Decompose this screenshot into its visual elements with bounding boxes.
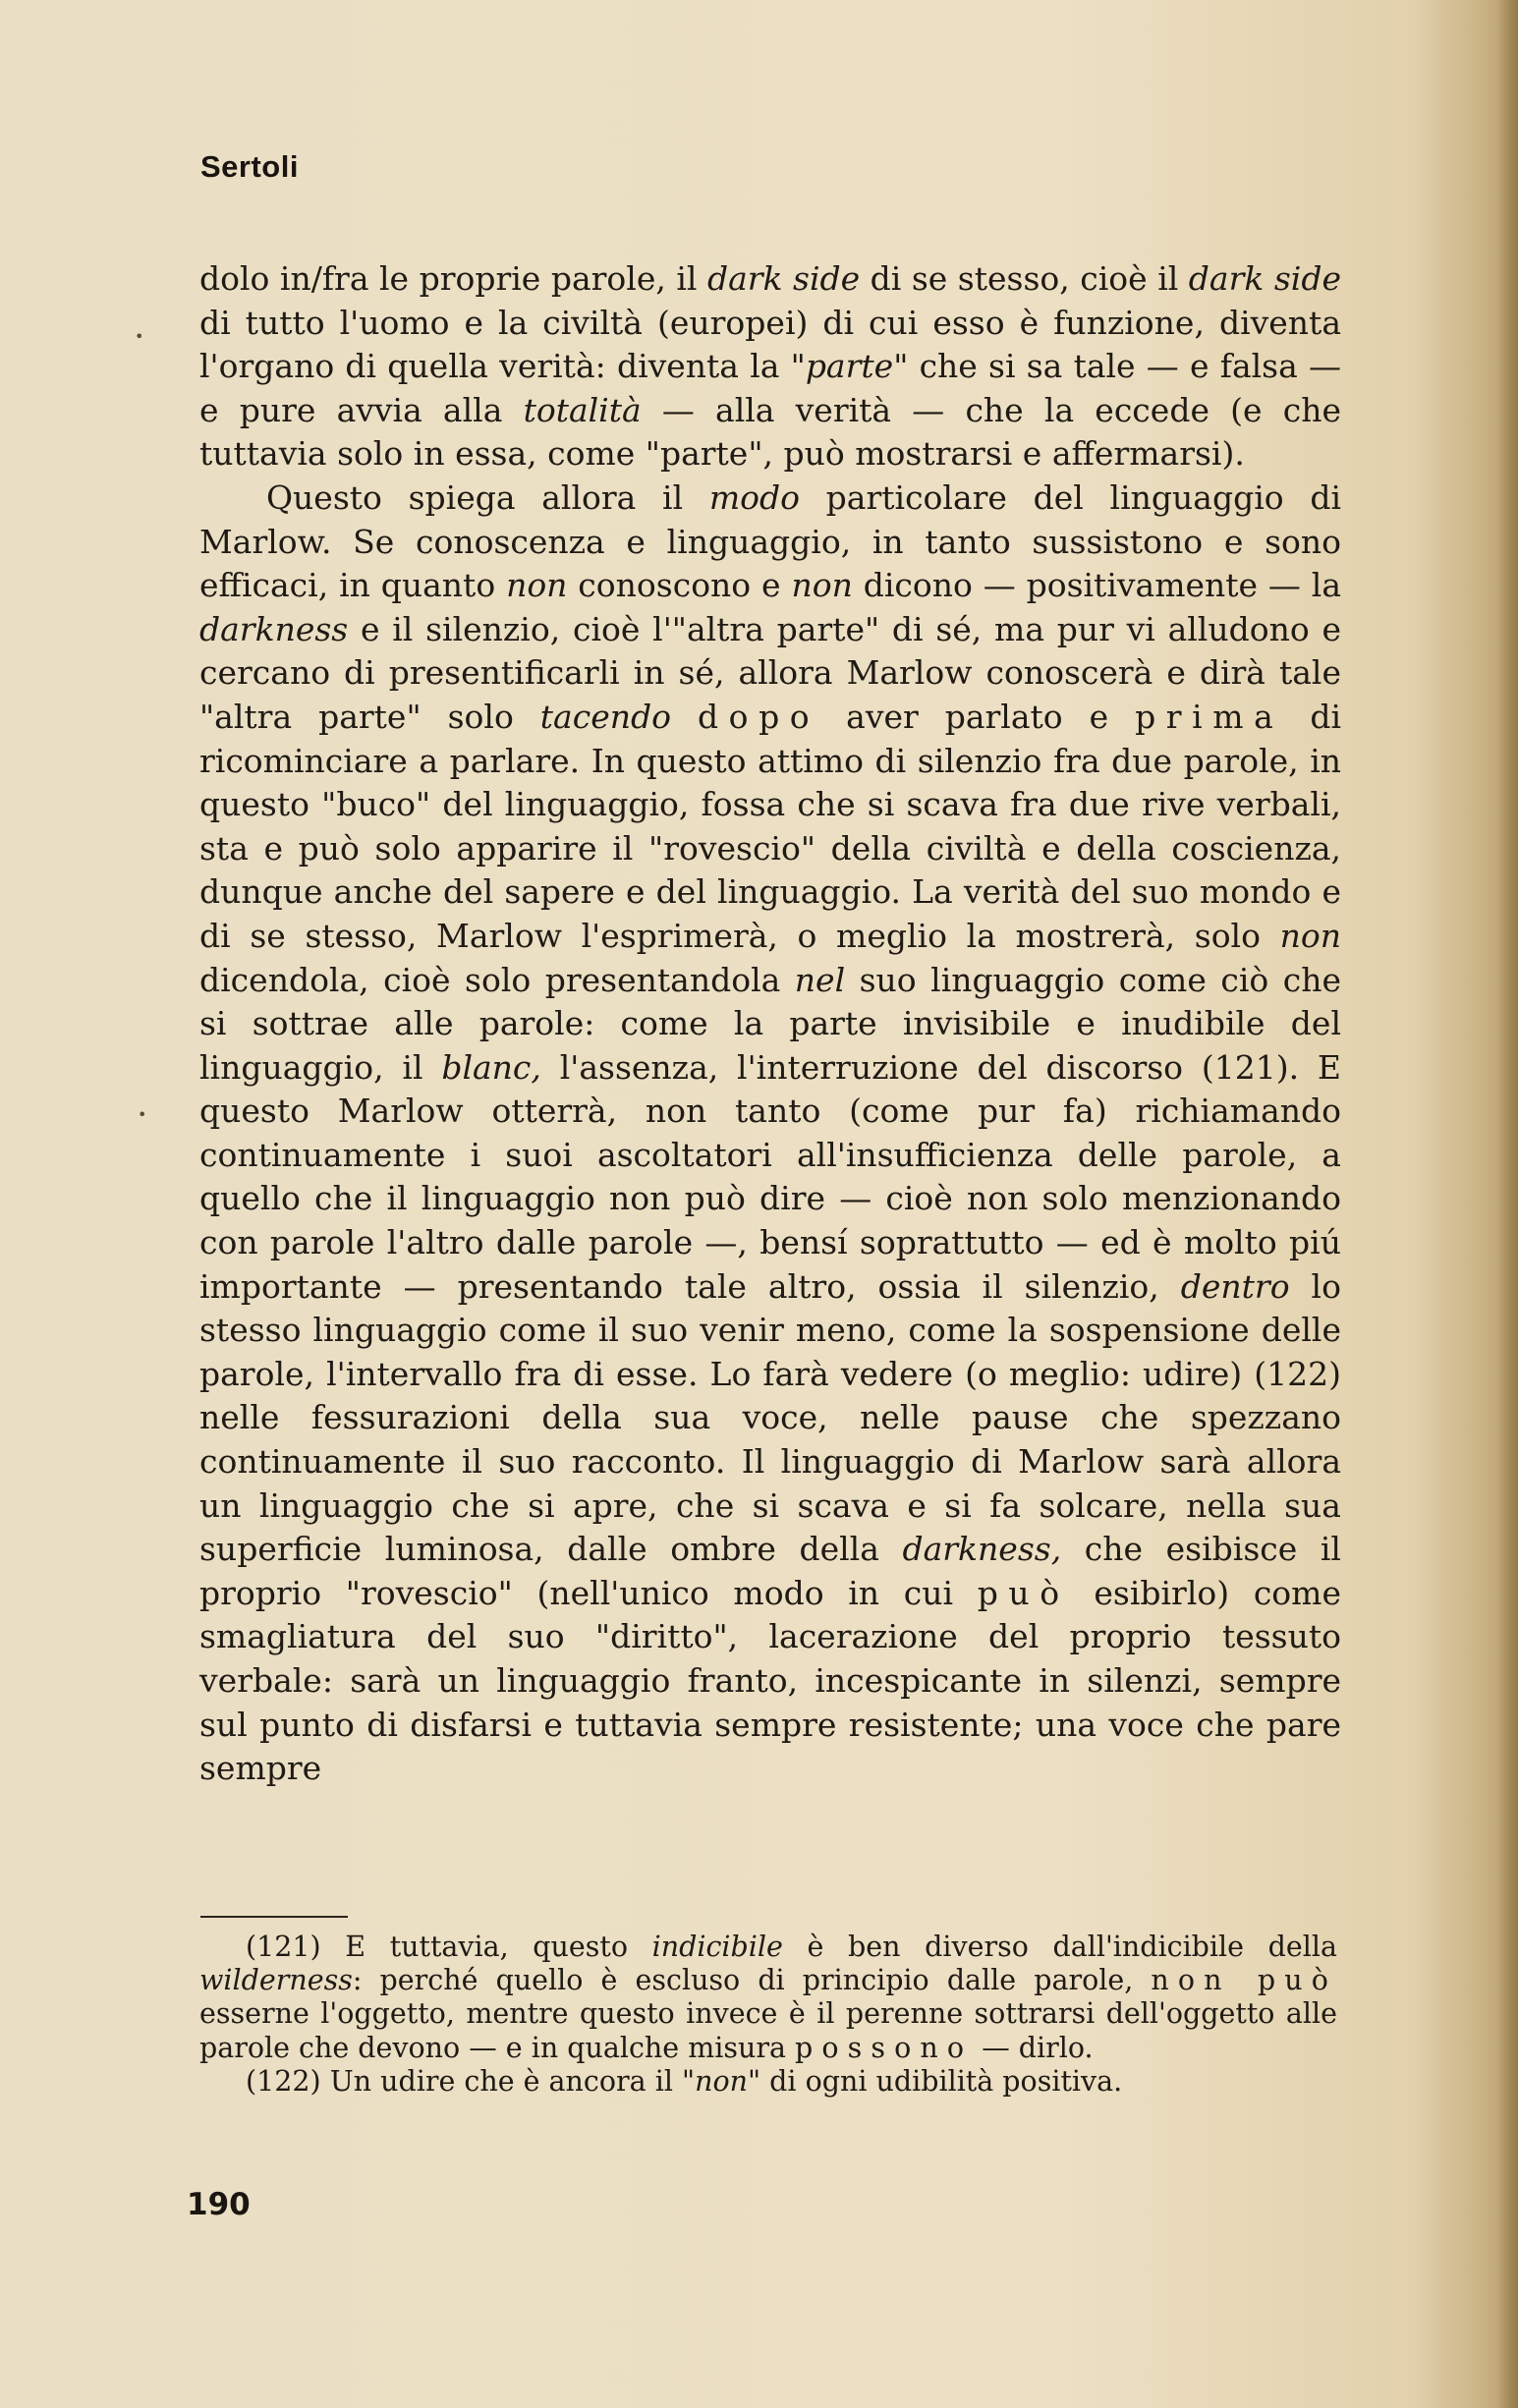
italic-text: tacendo	[539, 697, 671, 736]
text-run: " di ogni udibilità positiva.	[747, 2064, 1123, 2098]
footnotes	[199, 1931, 1337, 2099]
text-run: esibirlo) come smagliatura del suo "diritto", lacerazione del proprio tessuto verbale: sarà un linguaggio franto, incespicante in silenzi, sempre sul punto di disfarsi e tuttavia sempre resistente; una voce che pare sempre	[199, 1573, 1341, 1788]
spaced-emphasis-text: prima	[1135, 697, 1284, 736]
text-run	[671, 698, 698, 736]
text-run: di se stesso, cioè il	[860, 259, 1189, 298]
page-spine-shadow	[1496, 0, 1518, 2408]
running-head: Sertoli	[200, 149, 299, 184]
margin-speck: •	[138, 1105, 147, 1124]
text-run: di tutto l'uomo e la civiltà (europei) di cui esso è funzione, diventa l'organo di quella verità: diventa la "	[199, 303, 1341, 386]
text-run: suo linguaggio come ciò che si sottrae alle parole: come la parte invisibile e inudibile del linguaggio, il	[199, 960, 1341, 1087]
italic-text: dark side	[706, 259, 861, 298]
spaced-emphasis-text: dopo	[697, 697, 820, 736]
text-run: : perché quello è escluso di principio dalle parole,	[352, 1964, 1152, 1997]
italic-text: darkness,	[902, 1530, 1062, 1569]
spaced-emphasis-text: può	[977, 1573, 1070, 1612]
paragraphs-paragraph	[199, 476, 1341, 1791]
text-run: l'assenza, l'interruzione del discorso (121). E questo Marlow otterrà, non tanto (come pur fa) richiamando continuamente i suoi ascoltatori all'insufficienza delle parole, a quello che il linguaggio non può dire — cioè non solo menzionando con parole l'altro dalle parole —, bensí soprattutto — ed è molto piú importante — presentando tale altro, ossia il silenzio,	[199, 1047, 1341, 1306]
text-run: — alla verità — che la eccede (e che tuttavia solo in essa, come "parte", può mostrarsi e affermarsi).	[199, 390, 1341, 474]
text-run: lo stesso linguaggio come il suo venir meno, come la sospensione delle parole, l'intervallo fra di esse. Lo farà vedere (o meglio: udire) (122) nelle fessurazioni della sua voce, nelle pause che spezzano continuamente il suo racconto. Il linguaggio di Marlow sarà allora un linguaggio che si apre, che si scava e si fa solcare, nella sua superficie luminosa, dalle ombre della	[199, 1266, 1341, 1569]
italic-text: totalità	[523, 390, 642, 429]
text-run: e il silenzio, cioè l'"altra parte" di sé, ma pur vi alludono e cercano di presentificarli in sé, allora Marlow conoscerà e dirà tale "altra parte" solo	[199, 609, 1341, 736]
italic-text: indicibile	[651, 1931, 783, 1963]
text-run: esserne l'oggetto, mentre questo invece è il perenne sottrarsi dell'oggetto alle parole che devono — e in qualche misura	[199, 1997, 1337, 2064]
italic-text: non	[506, 566, 568, 605]
italic-text: non	[1279, 916, 1341, 955]
text-run: (122) Un udire che è ancora il "	[246, 2064, 696, 2098]
text-run: dolo in/fra le proprie parole, il	[199, 259, 707, 298]
text-run: (121) E tuttavia, questo	[246, 1931, 652, 1963]
footnotes-paragraph	[199, 2065, 1337, 2099]
text-run: dicendola, cioè solo presentandola	[199, 960, 795, 999]
italic-text: dark side	[1188, 259, 1342, 298]
footnote-rule	[200, 1916, 348, 1918]
italic-text: dentro	[1180, 1266, 1290, 1306]
text-run: che esibisce il proprio "rovescio" (nell'unico modo in cui	[199, 1530, 1341, 1612]
italic-text: nel	[794, 960, 846, 999]
italic-text: modo	[708, 477, 800, 517]
text-run: particolare del linguaggio di Marlow. Se conoscenza e linguaggio, in tanto sussistono e sono efficaci, in quanto	[199, 477, 1341, 605]
text-run: conoscono e	[567, 566, 792, 605]
spaced-emphasis-text: non può	[1151, 1964, 1337, 1997]
text-run: di ricominciare a parlare. In questo attimo di silenzio fra due parole, in questo "buco" del linguaggio, fossa che si scava fra due rive verbali, sta e può solo apparire il "rovescio" della civiltà e della coscienza, dunque anche del sapere e del linguaggio. La verità del suo mondo e di se stesso, Marlow l'esprimerà, o meglio la mostrerà, solo	[199, 697, 1342, 955]
text-run: dicono — positivamente — la	[852, 566, 1342, 605]
footnotes-paragraph	[199, 1931, 1337, 2065]
spaced-emphasis-text: possono	[795, 2031, 974, 2064]
paragraphs-paragraph	[199, 257, 1341, 476]
text-run: " che si sa tale — e falsa — e pure avvia alla	[199, 347, 1341, 429]
text-run: Questo spiega allora il	[266, 477, 709, 517]
italic-text: parte	[805, 347, 894, 386]
italic-text: non	[791, 566, 853, 605]
italic-text: non	[695, 2064, 748, 2098]
page-number: 190	[187, 2187, 251, 2222]
text-run: è ben diverso dall'indicibile della	[782, 1931, 1337, 1963]
text-run: aver parlato e	[819, 697, 1136, 736]
text-run: — dirlo.	[973, 2031, 1094, 2064]
body-text	[199, 257, 1341, 1791]
italic-text: wilderness	[199, 1964, 353, 1997]
italic-text: darkness	[199, 609, 349, 648]
italic-text: blanc,	[441, 1047, 541, 1087]
margin-speck: •	[135, 327, 144, 346]
